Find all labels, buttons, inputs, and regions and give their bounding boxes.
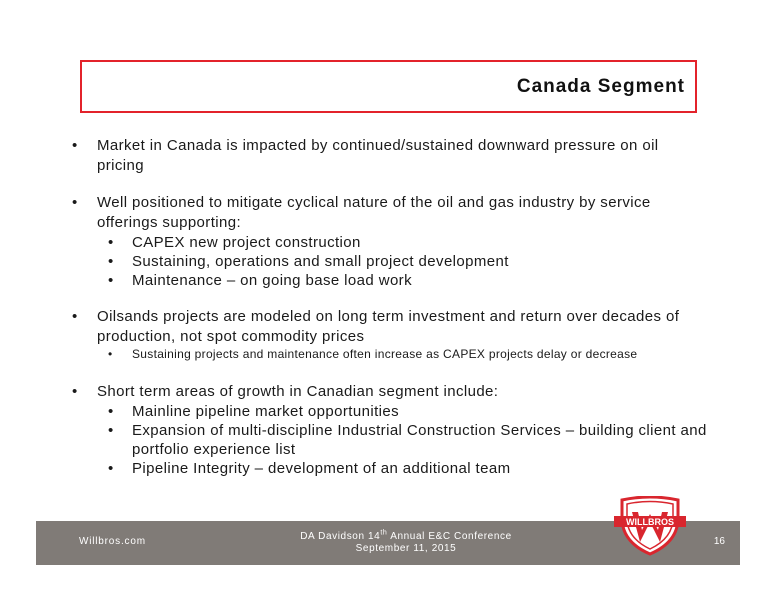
sub-bullet-item: • Pipeline Integrity – development of an additional team	[70, 459, 710, 478]
sub-bullet-item: • CAPEX new project construction	[70, 233, 710, 252]
slide-title: Canada Segment	[516, 76, 685, 97]
bullet-group-1	[70, 136, 710, 176]
conference-date: September 11, 2015	[355, 543, 457, 554]
sub-bullet-item: • Sustaining projects and maintenance often increase as CAPEX projects delay or decrease	[70, 347, 710, 362]
conference-name-prefix: DA Davidson 14	[300, 531, 381, 542]
title-box	[80, 60, 697, 113]
conference-name-sup: th	[380, 529, 388, 537]
bullet-item: • Short term areas of growth in Canadian segment include:	[70, 382, 710, 402]
conference-name-suffix: Annual E&C Conference	[387, 531, 512, 542]
bullet-group-3	[70, 307, 710, 362]
bullet-group-4	[70, 382, 710, 478]
sub-bullet-item: • Mainline pipeline market opportunities	[70, 402, 710, 421]
willbros-logo	[612, 496, 688, 556]
conference-name	[236, 531, 576, 543]
bullet-group-2	[70, 193, 710, 290]
page-number: 16	[713, 536, 725, 547]
slide-content	[70, 136, 710, 495]
bullet-item: • Well positioned to mitigate cyclical nature of the oil and gas industry by service offerings supporting:	[70, 193, 710, 233]
footer-website: Willbros.com	[79, 536, 146, 547]
logo-wordmark: WILLBROS	[626, 517, 674, 527]
footer-conference	[236, 531, 576, 555]
sub-bullet-item: • Sustaining, operations and small project development	[70, 252, 710, 271]
bullet-item: • Market in Canada is impacted by continued/sustained downward pressure on oil pricing	[70, 136, 710, 176]
sub-bullet-item: • Maintenance – on going base load work	[70, 271, 710, 290]
sub-bullet-item: • Expansion of multi-discipline Industrial Construction Services – building client and portfolio experience list	[70, 421, 710, 459]
bullet-item: • Oilsands projects are modeled on long term investment and return over decades of production, not spot commodity prices	[70, 307, 710, 347]
